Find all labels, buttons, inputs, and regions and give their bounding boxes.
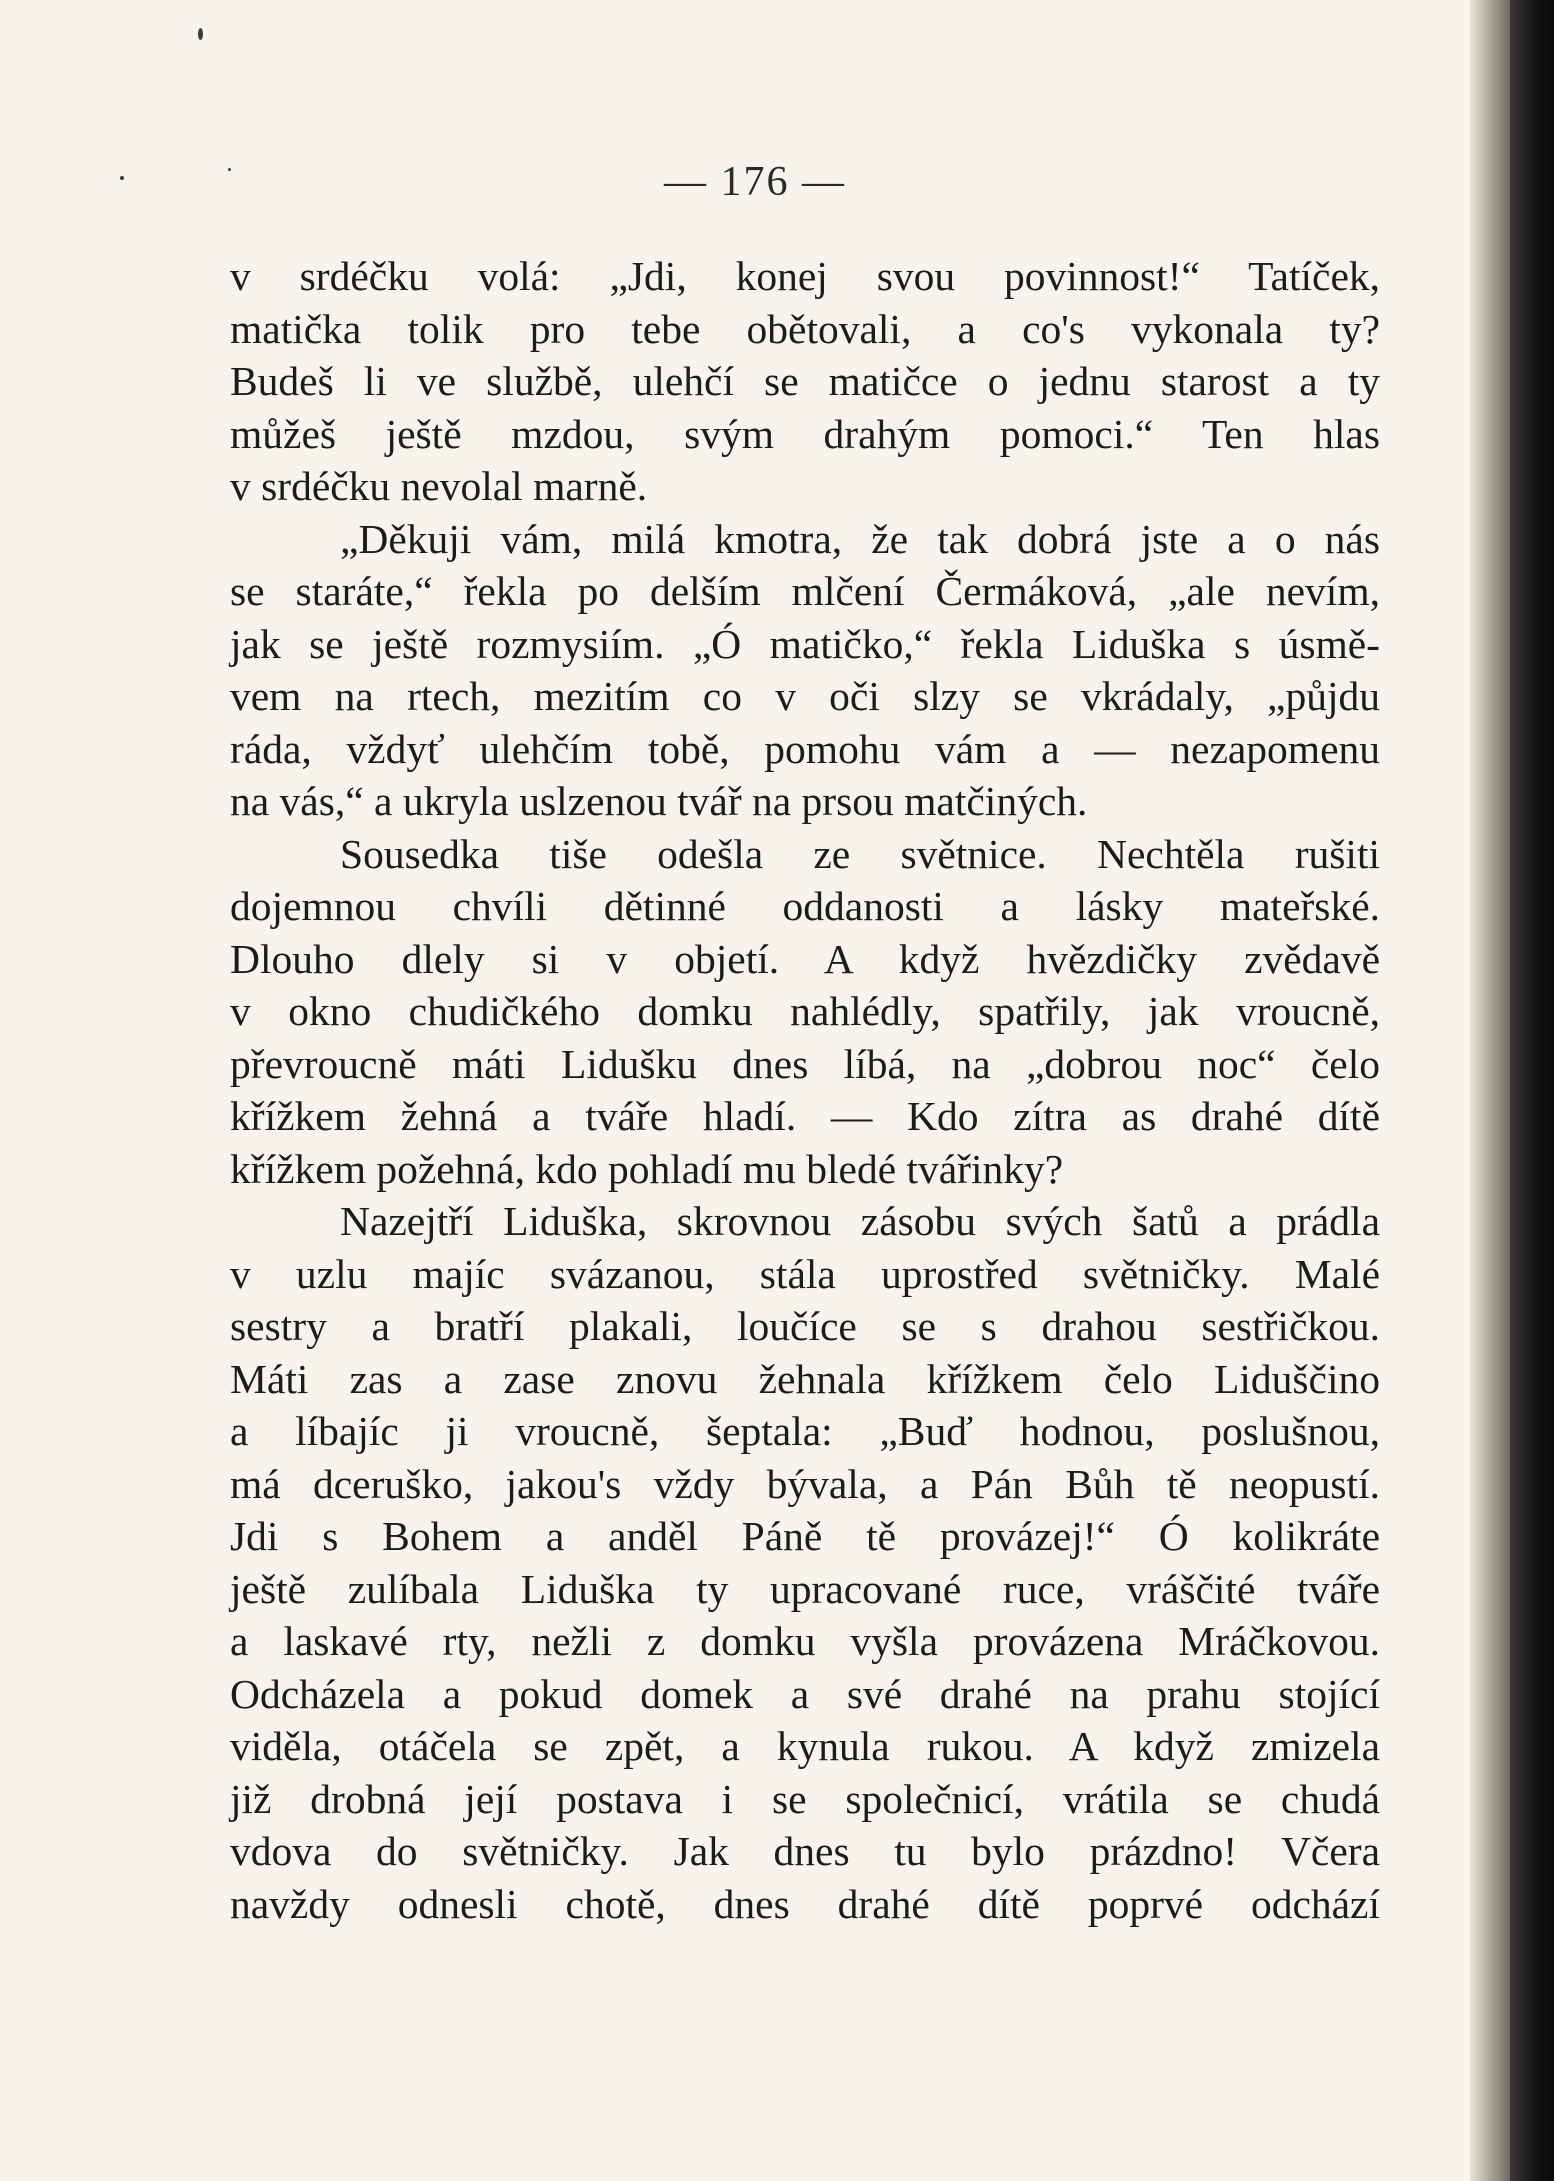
text-line: Máti zas a zase znovu žehnala křížkem čelo Liduščino xyxy=(230,1355,1380,1402)
text-line: v srdéčku nevolal marně. xyxy=(230,463,648,509)
speck xyxy=(198,28,203,40)
text-line: sestry a bratří plakali, loučíce se s drahou sestřičkou. xyxy=(230,1303,1380,1349)
text-line: se staráte,“ řekla po delším mlčení Čermáková, „ale nevím, xyxy=(230,568,1380,614)
text-line: Jdi s Bohem a anděl Páně tě provázej!“ Ó kolikráte xyxy=(230,1513,1380,1559)
page-number: — 176 — xyxy=(664,159,846,205)
text-line: vem na rtech, mezitím co v oči slzy se vkrádaly, „půjdu xyxy=(230,673,1380,719)
text-line: jak se ještě rozmysiím. „Ó matičko,“ řekla Liduška s úsmě- xyxy=(230,620,1380,667)
text-line: má dceruško, jakou's vždy bývala, a Pán Bůh tě neopustí. xyxy=(230,1460,1380,1507)
text-line: vdova do světničky. Jak dnes tu bylo prázdno! Včera xyxy=(230,1828,1380,1874)
text-line: Nazejtří Liduška, skrovnou zásobu svých šatů a prádla xyxy=(340,1198,1380,1244)
text-line: „Děkuji vám, milá kmotra, že tak dobrá jste a o nás xyxy=(340,515,1380,562)
text-line: již drobná její postava i se společnicí, vrátila se chudá xyxy=(230,1775,1380,1822)
text-line: viděla, otáčela se zpět, a kynula rukou. A když zmizela xyxy=(230,1723,1380,1769)
text-line: v srdéčku volá: „Jdi, konej svou povinnost!“ Tatíček, xyxy=(230,253,1380,299)
text-line: v uzlu majíc svázanou, stála uprostřed světničky. Malé xyxy=(230,1250,1380,1297)
text-line: Dlouho dlely si v objetí. A když hvězdičky zvědavě xyxy=(230,935,1380,982)
text-line: Sousedka tiše odešla ze světnice. Nechtěla rušiti xyxy=(340,830,1380,877)
text-line: Odcházela a pokud domek a své drahé na prahu stojící xyxy=(230,1670,1380,1717)
text-line: Budeš li ve službě, ulehčí se matičce o jednu starost a ty xyxy=(230,358,1380,404)
text-line: v okno chudičkého domku nahlédly, spatřily, jak vroucně, xyxy=(230,988,1380,1034)
text-line: a laskavé rty, nežli z domku vyšla provázena Mráčkovou. xyxy=(230,1618,1380,1664)
text-line: ráda, vždyť ulehčím tobě, pomohu vám a — nezapomenu xyxy=(230,725,1380,772)
text-line: dojemnou chvíli dětinné oddanosti a lásky mateřské. xyxy=(230,883,1380,929)
text-line: a líbajíc ji vroucně, šeptala: „Buď hodnou, poslušnou, xyxy=(230,1408,1380,1454)
book-spine xyxy=(1510,0,1554,2181)
text-line: ještě zulíbala Liduška ty upracované ruce, vráščité tváře xyxy=(230,1565,1380,1612)
text-line: navždy odnesli chotě, dnes drahé dítě poprvé odchází xyxy=(230,1880,1380,1927)
body-text xyxy=(230,250,1380,1930)
text-line: můžeš ještě mzdou, svým drahým pomoci.“ Ten hlas xyxy=(230,410,1380,457)
text-line: na vás,“ a ukryla uslzenou tvář na prsou matčiných. xyxy=(230,778,1088,824)
text-line: převroucně máti Lidušku dnes líbá, na „dobrou noc“ čelo xyxy=(230,1040,1380,1087)
text-line: matička tolik pro tebe obětovali, a co's vykonala ty? xyxy=(230,305,1380,352)
text-line: křížkem žehná a tváře hladí. — Kdo zítra as drahé dítě xyxy=(230,1093,1380,1139)
text-line: křížkem požehná, kdo pohladí mu bledé tvářinky? xyxy=(230,1145,1064,1192)
page-gutter-shadow xyxy=(1470,0,1510,2181)
